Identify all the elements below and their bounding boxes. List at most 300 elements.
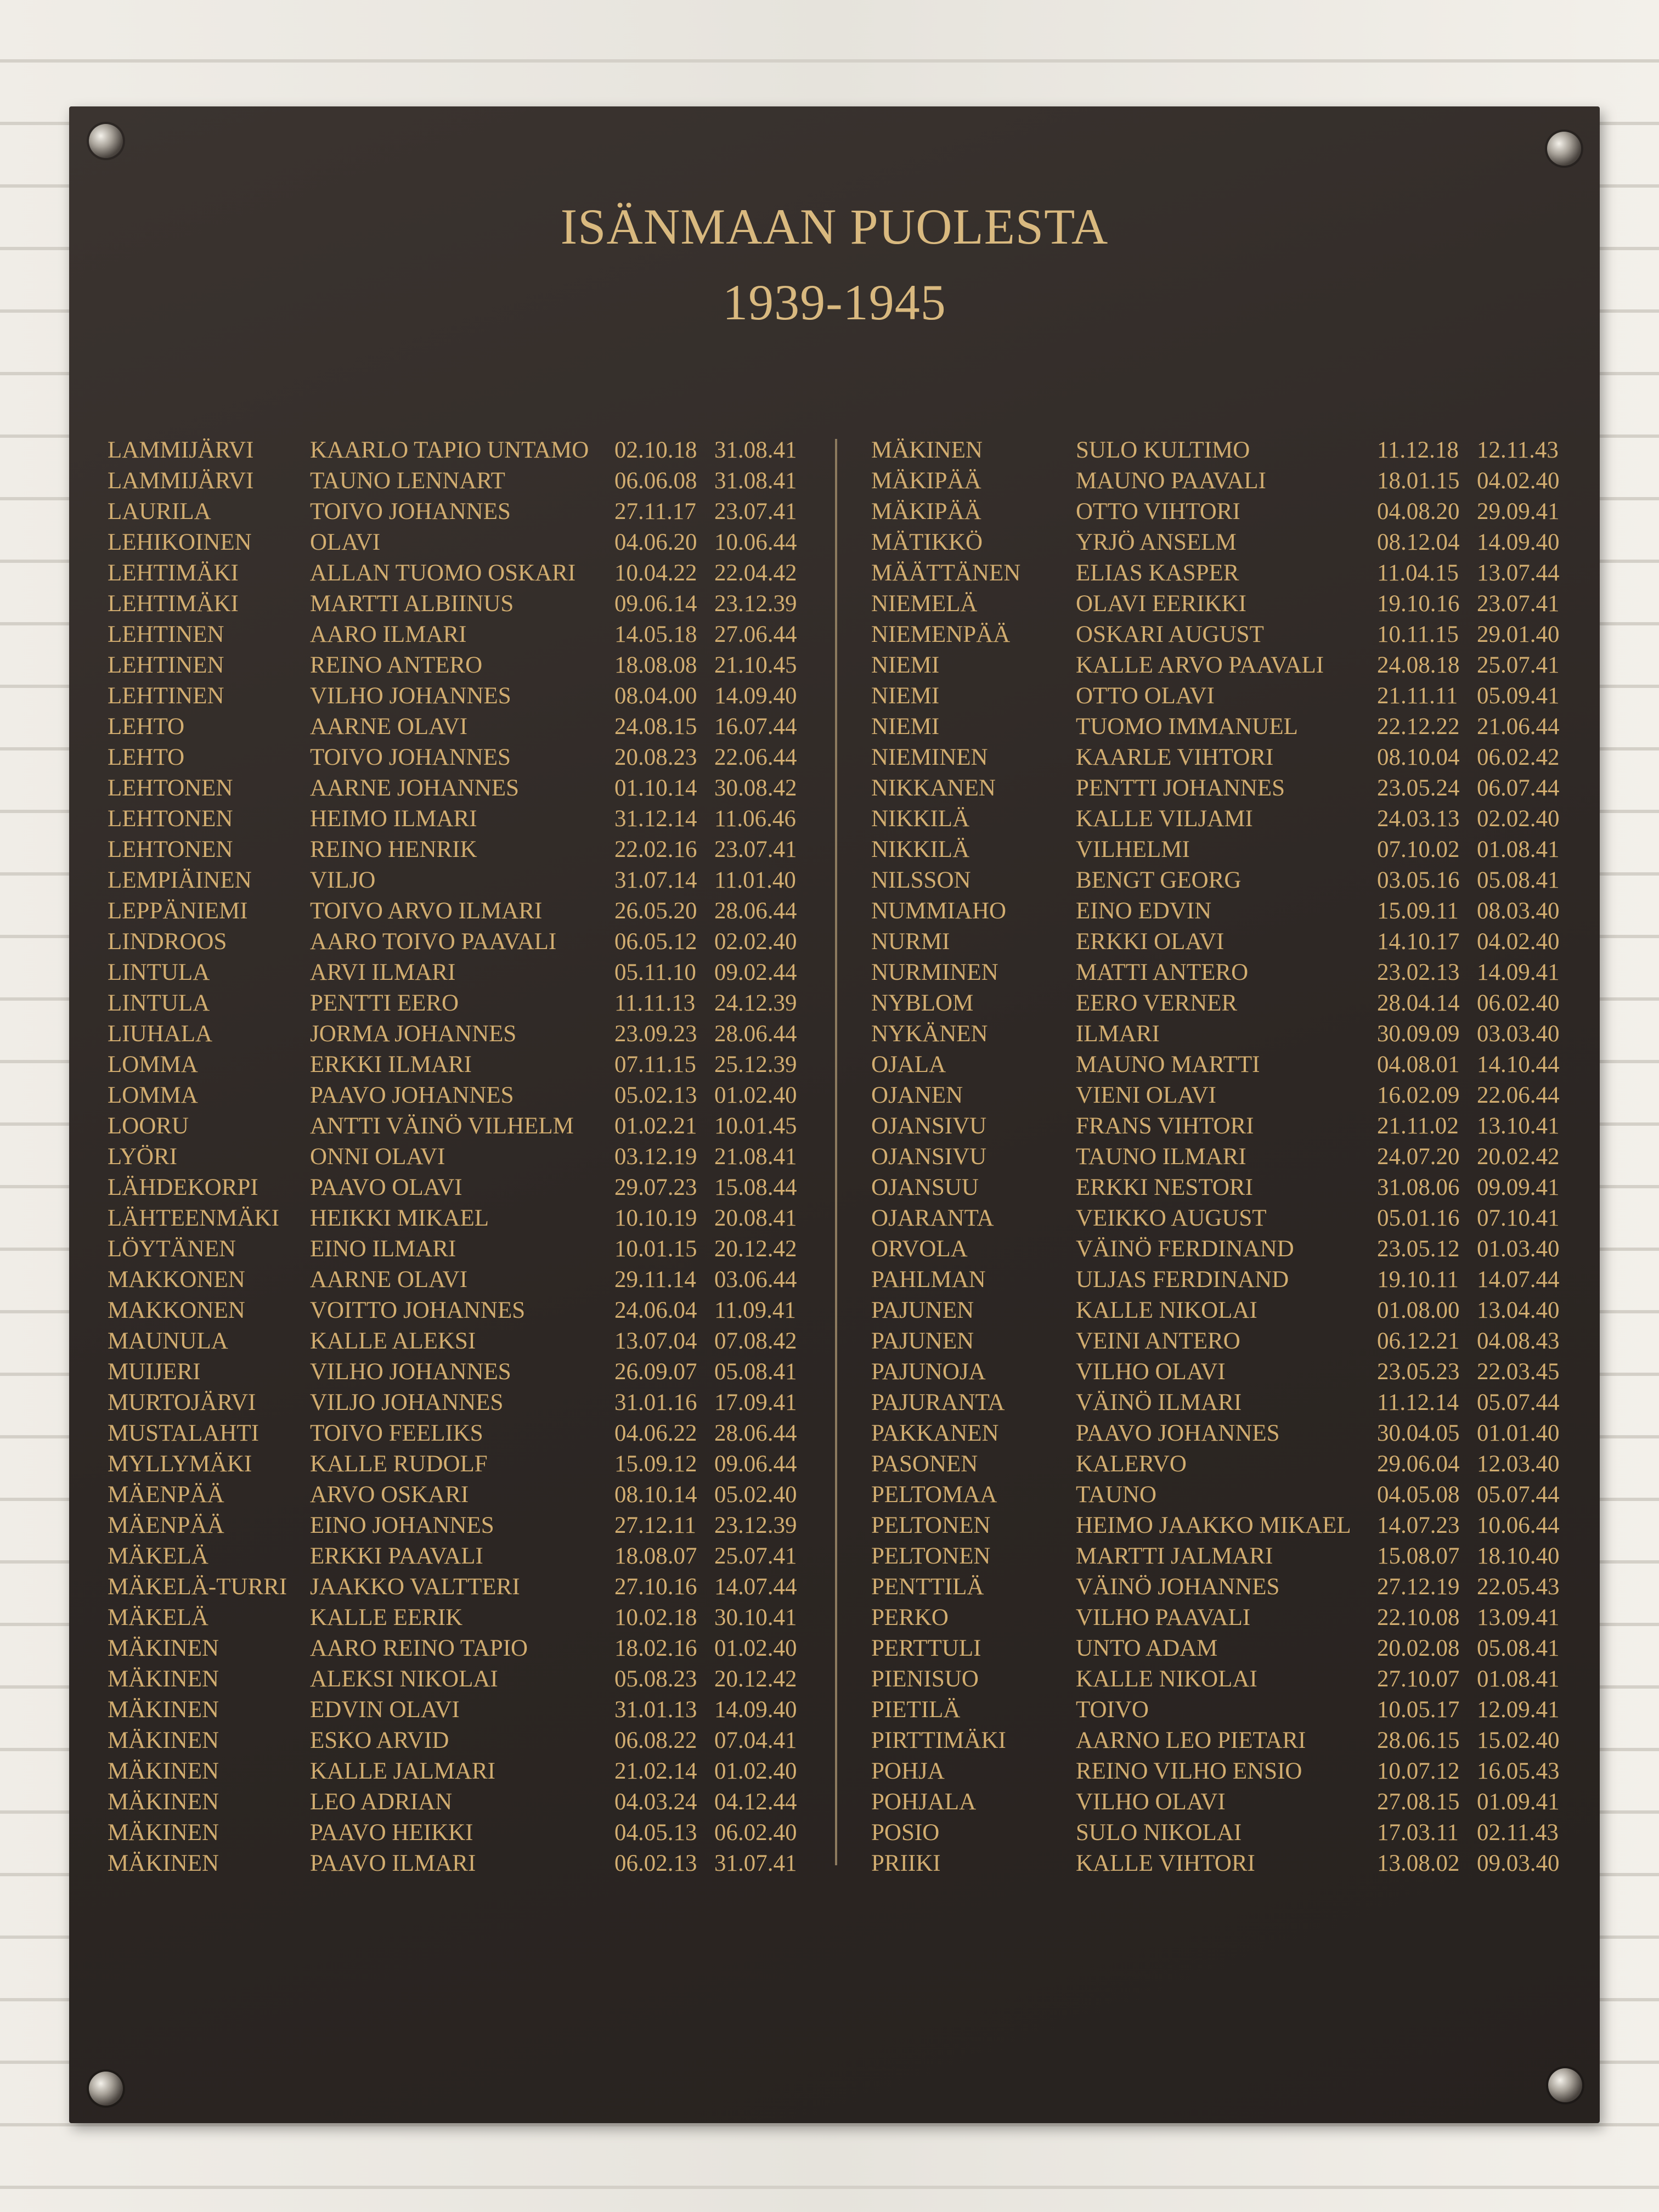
given-names: VEINI ANTERO	[1076, 1328, 1240, 1354]
surname: MÄKINEN	[108, 1789, 219, 1815]
given-names: AARNE JOHANNES	[310, 775, 520, 801]
death-date: 22.06.44	[714, 744, 797, 770]
death-date: 15.08.44	[714, 1175, 797, 1200]
birth-date: 19.10.11	[1377, 1267, 1459, 1293]
plaque-title: ISÄNMAAN PUOLESTA	[560, 199, 1109, 255]
surname: NIEMENPÄÄ	[871, 622, 1011, 647]
surname: PRIIKI	[871, 1850, 941, 1876]
given-names: EDVIN OLAVI	[310, 1697, 460, 1723]
given-names: PAAVO JOHANNES	[1076, 1420, 1280, 1446]
death-date: 12.11.43	[1477, 437, 1559, 463]
name-row	[871, 834, 1579, 865]
name-row	[104, 466, 817, 496]
surname: LEHTO	[108, 714, 185, 740]
surname: MÄKINEN	[871, 437, 983, 463]
birth-date: 31.12.14	[614, 806, 697, 832]
given-names: ARVI ILMARI	[310, 960, 456, 985]
birth-date: 24.08.18	[1377, 652, 1460, 678]
name-row	[104, 1234, 817, 1265]
given-names: HEIKKI MIKAEL	[310, 1205, 489, 1231]
name-row	[104, 1848, 817, 1879]
death-date: 23.07.41	[714, 499, 797, 524]
birth-date: 10.01.15	[614, 1236, 697, 1262]
name-row	[104, 742, 817, 773]
birth-date: 29.11.14	[614, 1267, 696, 1293]
surname: LEHTINEN	[108, 683, 224, 709]
birth-date: 31.08.06	[1377, 1175, 1460, 1200]
birth-date: 07.10.02	[1377, 837, 1460, 862]
death-date: 04.08.43	[1477, 1328, 1560, 1354]
surname: PASONEN	[871, 1451, 978, 1477]
death-date: 20.12.42	[714, 1666, 797, 1692]
birth-date: 08.10.14	[614, 1482, 697, 1508]
birth-date: 20.02.08	[1377, 1635, 1460, 1661]
given-names: VÄINÖ FERDINAND	[1076, 1236, 1294, 1262]
death-date: 14.09.40	[714, 683, 797, 709]
death-date: 14.07.44	[1477, 1267, 1560, 1293]
birth-date: 23.05.24	[1377, 775, 1460, 801]
name-row	[871, 1049, 1579, 1080]
given-names: AARO TOIVO PAAVALI	[310, 929, 557, 955]
given-names: KALLE VIHTORI	[1076, 1850, 1255, 1876]
surname: LAURILA	[108, 499, 211, 524]
birth-date: 23.09.23	[614, 1021, 697, 1047]
surname: LEHTINEN	[108, 652, 224, 678]
name-row	[104, 1357, 817, 1387]
birth-date: 26.05.20	[614, 898, 697, 924]
birth-date: 06.12.21	[1377, 1328, 1460, 1354]
surname: ORVOLA	[871, 1236, 968, 1262]
birth-date: 05.01.16	[1377, 1205, 1460, 1231]
surname: LOMMA	[108, 1052, 198, 1077]
name-row	[104, 435, 817, 466]
surname: MÄENPÄÄ	[108, 1482, 224, 1508]
surname: PAHLMAN	[871, 1267, 986, 1293]
death-date: 31.08.41	[714, 468, 797, 494]
birth-date: 10.10.19	[614, 1205, 697, 1231]
given-names: VILHO OLAVI	[1076, 1359, 1226, 1385]
birth-date: 07.11.15	[614, 1052, 696, 1077]
birth-date: 11.04.15	[1377, 560, 1459, 586]
given-names: HEIMO JAAKKO MIKAEL	[1076, 1513, 1351, 1538]
given-names: KALLE RUDOLF	[310, 1451, 488, 1477]
given-names: LEO ADRIAN	[310, 1789, 453, 1815]
surname: MÄKINEN	[108, 1758, 219, 1784]
birth-date: 01.08.00	[1377, 1297, 1460, 1323]
death-date: 11.01.40	[714, 867, 796, 893]
given-names: KALLE JALMARI	[310, 1758, 495, 1784]
death-date: 01.08.41	[1477, 1666, 1560, 1692]
birth-date: 22.02.16	[614, 837, 697, 862]
birth-date: 27.10.16	[614, 1574, 697, 1600]
birth-date: 18.08.07	[614, 1543, 697, 1569]
surname: MURTOJÄRVI	[108, 1390, 256, 1415]
names-left-column	[104, 435, 817, 1879]
death-date: 22.04.42	[714, 560, 797, 586]
name-row	[871, 1818, 1579, 1848]
death-date: 02.02.40	[714, 929, 797, 955]
birth-date: 11.12.14	[1377, 1390, 1459, 1415]
birth-date: 19.10.16	[1377, 591, 1460, 617]
given-names: TOIVO FEELIKS	[310, 1420, 483, 1446]
given-names: OTTO OLAVI	[1076, 683, 1215, 709]
surname: LEHTINEN	[108, 622, 224, 647]
death-date: 11.09.41	[714, 1297, 796, 1323]
given-names: PAAVO HEIKKI	[310, 1820, 473, 1846]
death-date: 14.10.44	[1477, 1052, 1560, 1077]
surname: MUIJERI	[108, 1359, 201, 1385]
birth-date: 05.08.23	[614, 1666, 697, 1692]
death-date: 01.08.41	[1477, 837, 1560, 862]
name-row	[871, 1265, 1579, 1295]
birth-date: 24.08.15	[614, 714, 697, 740]
name-row	[104, 1326, 817, 1357]
death-date: 20.02.42	[1477, 1144, 1560, 1170]
given-names: ERKKI OLAVI	[1076, 929, 1224, 955]
birth-date: 11.11.13	[614, 990, 696, 1016]
given-names: TAUNO LENNART	[310, 468, 505, 494]
surname: LÄHDEKORPI	[108, 1175, 258, 1200]
birth-date: 05.11.10	[614, 960, 696, 985]
death-date: 21.08.41	[714, 1144, 797, 1170]
given-names: TAUNO ILMARI	[1076, 1144, 1246, 1170]
birth-date: 15.09.11	[1377, 898, 1459, 924]
death-date: 30.10.41	[714, 1605, 797, 1630]
given-names: KAARLE VIHTORI	[1076, 744, 1274, 770]
surname: LYÖRI	[108, 1144, 178, 1170]
surname: NURMINEN	[871, 960, 998, 985]
death-date: 21.10.45	[714, 652, 797, 678]
given-names: ILMARI	[1076, 1021, 1160, 1047]
surname: MAKKONEN	[108, 1267, 245, 1293]
given-names: AARNO LEO PIETARI	[1076, 1728, 1306, 1753]
name-row	[871, 589, 1579, 619]
name-row	[104, 650, 817, 681]
given-names: VILHELMI	[1076, 837, 1190, 862]
surname: PAJUNEN	[871, 1297, 974, 1323]
death-date: 25.12.39	[714, 1052, 797, 1077]
names-right-column	[871, 435, 1579, 1879]
name-row	[104, 865, 817, 896]
surname: MÄKIPÄÄ	[871, 468, 981, 494]
given-names: EINO ILMARI	[310, 1236, 456, 1262]
name-row	[104, 1756, 817, 1787]
death-date: 21.06.44	[1477, 714, 1560, 740]
death-date: 14.09.40	[1477, 529, 1560, 555]
given-names: VILJO	[310, 867, 376, 893]
birth-date: 14.10.17	[1377, 929, 1460, 955]
name-row	[104, 558, 817, 589]
birth-date: 21.11.02	[1377, 1113, 1459, 1139]
given-names: ESKO ARVID	[310, 1728, 449, 1753]
name-row	[871, 1295, 1579, 1326]
name-row	[871, 1080, 1579, 1111]
surname: LAMMIJÄRVI	[108, 437, 254, 463]
name-row	[871, 1111, 1579, 1142]
name-row	[871, 466, 1579, 496]
death-date: 03.03.40	[1477, 1021, 1560, 1047]
birth-date: 16.02.09	[1377, 1082, 1460, 1108]
given-names: ERKKI ILMARI	[310, 1052, 472, 1077]
given-names: EINO EDVIN	[1076, 898, 1212, 924]
surname: LIUHALA	[108, 1021, 213, 1047]
name-row	[104, 496, 817, 527]
death-date: 20.12.42	[714, 1236, 797, 1262]
birth-date: 09.06.14	[614, 591, 697, 617]
birth-date: 10.04.22	[614, 560, 697, 586]
surname: LEHTO	[108, 744, 185, 770]
surname: LEHIKOINEN	[108, 529, 252, 555]
given-names: ERKKI NESTORI	[1076, 1175, 1253, 1200]
birth-date: 27.08.15	[1377, 1789, 1460, 1815]
name-row	[871, 435, 1579, 466]
given-names: PAAVO ILMARI	[310, 1850, 476, 1876]
name-row	[104, 1142, 817, 1172]
given-names: TOIVO	[1076, 1697, 1149, 1723]
death-date: 13.07.44	[1477, 560, 1560, 586]
given-names: YRJÖ ANSELM	[1076, 529, 1237, 555]
death-date: 01.02.40	[714, 1758, 797, 1784]
name-row	[871, 1203, 1579, 1234]
given-names: AARO REINO TAPIO	[310, 1635, 528, 1661]
birth-date: 01.02.21	[614, 1113, 697, 1139]
given-names: VILHO JOHANNES	[310, 683, 511, 709]
death-date: 23.12.39	[714, 1513, 797, 1538]
death-date: 13.09.41	[1477, 1605, 1560, 1630]
name-row	[104, 1602, 817, 1633]
given-names: VILHO OLAVI	[1076, 1789, 1226, 1815]
death-date: 18.10.40	[1477, 1543, 1560, 1569]
given-names: TOIVO JOHANNES	[310, 499, 511, 524]
death-date: 06.02.40	[1477, 990, 1560, 1016]
surname: PERTTULI	[871, 1635, 981, 1661]
name-row	[104, 1695, 817, 1725]
surname: NIKKILÄ	[871, 837, 970, 862]
surname: PELTOMAA	[871, 1482, 997, 1508]
name-row	[104, 896, 817, 927]
birth-date: 26.09.07	[614, 1359, 697, 1385]
death-date: 13.10.41	[1477, 1113, 1560, 1139]
death-date: 16.05.43	[1477, 1758, 1560, 1784]
birth-date: 04.06.22	[614, 1420, 697, 1446]
given-names: ALLAN TUOMO OSKARI	[310, 560, 576, 586]
given-names: MATTI ANTERO	[1076, 960, 1249, 985]
death-date: 10.01.45	[714, 1113, 797, 1139]
name-row	[871, 1787, 1579, 1818]
given-names: AARO ILMARI	[310, 622, 467, 647]
name-row	[871, 1418, 1579, 1449]
death-date: 24.12.39	[714, 990, 797, 1016]
birth-date: 10.05.17	[1377, 1697, 1460, 1723]
death-date: 05.07.44	[1477, 1482, 1560, 1508]
death-date: 01.03.40	[1477, 1236, 1560, 1262]
given-names: PENTTI EERO	[310, 990, 459, 1016]
given-names: VÄINÖ ILMARI	[1076, 1390, 1242, 1415]
birth-date: 02.10.18	[614, 437, 697, 463]
birth-date: 10.11.15	[1377, 622, 1459, 647]
surname: MÄKIPÄÄ	[871, 499, 981, 524]
birth-date: 17.03.11	[1377, 1820, 1459, 1846]
name-row	[104, 619, 817, 650]
death-date: 23.07.41	[714, 837, 797, 862]
surname: LEHTONEN	[108, 775, 233, 801]
birth-date: 30.04.05	[1377, 1420, 1460, 1446]
name-row	[871, 1572, 1579, 1602]
surname: POHJALA	[871, 1789, 977, 1815]
name-row	[104, 1203, 817, 1234]
surname: NYKÄNEN	[871, 1021, 988, 1047]
surname: LEHTIMÄKI	[108, 560, 239, 586]
death-date: 10.06.44	[1477, 1513, 1560, 1538]
death-date: 13.04.40	[1477, 1297, 1560, 1323]
birth-date: 28.06.15	[1377, 1728, 1460, 1753]
name-row	[871, 1633, 1579, 1664]
name-row	[104, 1480, 817, 1510]
death-date: 02.11.43	[1477, 1820, 1559, 1846]
given-names: TAUNO	[1076, 1482, 1157, 1508]
given-names: SULO KULTIMO	[1076, 437, 1250, 463]
birth-date: 27.10.07	[1377, 1666, 1460, 1692]
death-date: 05.07.44	[1477, 1390, 1560, 1415]
surname: PENTTILÄ	[871, 1574, 984, 1600]
surname: MÄENPÄÄ	[108, 1513, 224, 1538]
given-names: MAUNO PAAVALI	[1076, 468, 1266, 494]
surname: NUMMIAHO	[871, 898, 1007, 924]
birth-date: 27.11.17	[614, 499, 696, 524]
given-names: ELIAS KASPER	[1076, 560, 1239, 586]
surname: NIEMELÄ	[871, 591, 978, 617]
surname: LINDROOS	[108, 929, 227, 955]
surname: LEHTIMÄKI	[108, 591, 239, 617]
name-row	[871, 1449, 1579, 1480]
name-row	[871, 927, 1579, 957]
death-date: 03.06.44	[714, 1267, 797, 1293]
birth-date: 04.08.20	[1377, 499, 1460, 524]
surname: MÄKINEN	[108, 1666, 219, 1692]
death-date: 05.08.41	[1477, 867, 1560, 893]
birth-date: 29.06.04	[1377, 1451, 1460, 1477]
given-names: KALLE NIKOLAI	[1076, 1297, 1257, 1323]
surname: LÄHTEENMÄKI	[108, 1205, 279, 1231]
birth-date: 27.12.11	[614, 1513, 696, 1538]
death-date: 27.06.44	[714, 622, 797, 647]
name-row	[871, 558, 1579, 589]
birth-date: 01.10.14	[614, 775, 697, 801]
surname: NILSSON	[871, 867, 971, 893]
death-date: 05.08.41	[714, 1359, 797, 1385]
name-row	[104, 773, 817, 804]
given-names: VOITTO JOHANNES	[310, 1297, 526, 1323]
birth-date: 18.01.15	[1377, 468, 1460, 494]
surname: LEPPÄNIEMI	[108, 898, 248, 924]
death-date: 07.04.41	[714, 1728, 797, 1753]
given-names: VEIKKO AUGUST	[1076, 1205, 1267, 1231]
given-names: AARNE OLAVI	[310, 1267, 468, 1293]
surname: NIEMINEN	[871, 744, 988, 770]
death-date: 29.09.41	[1477, 499, 1560, 524]
name-row	[104, 1818, 817, 1848]
given-names: JORMA JOHANNES	[310, 1021, 517, 1047]
death-date: 23.12.39	[714, 591, 797, 617]
given-names: REINO ANTERO	[310, 652, 483, 678]
death-date: 12.03.40	[1477, 1451, 1560, 1477]
surname: MÄÄTTÄNEN	[871, 560, 1021, 586]
surname: LEHTONEN	[108, 806, 233, 832]
surname: PAJUNOJA	[871, 1359, 986, 1385]
surname: OJANSUU	[871, 1175, 979, 1200]
surname: PERKO	[871, 1605, 949, 1630]
death-date: 01.02.40	[714, 1635, 797, 1661]
surname: LOMMA	[108, 1082, 198, 1108]
surname: MÄKINEN	[108, 1850, 219, 1876]
given-names: ULJAS FERDINAND	[1076, 1267, 1289, 1293]
death-date: 22.05.43	[1477, 1574, 1560, 1600]
given-names: KALLE ARVO PAAVALI	[1076, 652, 1324, 678]
birth-date: 04.06.20	[614, 529, 697, 555]
given-names: OTTO VIHTORI	[1076, 499, 1240, 524]
name-row	[104, 804, 817, 834]
given-names: OSKARI AUGUST	[1076, 622, 1264, 647]
given-names: KALLE VILJAMI	[1076, 806, 1253, 832]
given-names: MARTTI ALBIINUS	[310, 591, 514, 617]
name-row	[104, 1449, 817, 1480]
surname: OJANSIVU	[871, 1144, 987, 1170]
name-row	[104, 1172, 817, 1203]
name-row	[871, 527, 1579, 558]
surname: NYBLOM	[871, 990, 974, 1016]
surname: MÄKELÄ	[108, 1543, 208, 1569]
given-names: MAUNO MARTTI	[1076, 1052, 1260, 1077]
name-row	[871, 650, 1579, 681]
birth-date: 31.01.16	[614, 1390, 697, 1415]
name-row	[871, 1326, 1579, 1357]
birth-date: 04.05.08	[1377, 1482, 1460, 1508]
given-names: ONNI OLAVI	[310, 1144, 445, 1170]
birth-date: 03.05.16	[1377, 867, 1460, 893]
surname: POHJA	[871, 1758, 945, 1784]
name-row	[104, 1418, 817, 1449]
screw-top-left	[89, 124, 123, 158]
name-row	[104, 927, 817, 957]
death-date: 07.10.41	[1477, 1205, 1560, 1231]
name-row	[104, 988, 817, 1019]
name-row	[871, 988, 1579, 1019]
death-date: 20.08.41	[714, 1205, 797, 1231]
given-names: ERKKI PAAVALI	[310, 1543, 483, 1569]
surname: MÄKELÄ-TURRI	[108, 1574, 287, 1600]
birth-date: 30.09.09	[1377, 1021, 1460, 1047]
death-date: 05.02.40	[714, 1482, 797, 1508]
name-row	[871, 681, 1579, 712]
name-row	[104, 1080, 817, 1111]
name-row	[871, 1510, 1579, 1541]
death-date: 04.02.40	[1477, 929, 1560, 955]
surname: PAJURANTA	[871, 1390, 1005, 1415]
name-row	[104, 1265, 817, 1295]
surname: NIKKANEN	[871, 775, 996, 801]
birth-date: 08.10.04	[1377, 744, 1460, 770]
given-names: KAARLO TAPIO UNTAMO	[310, 437, 589, 463]
name-row	[871, 619, 1579, 650]
name-row	[871, 1234, 1579, 1265]
birth-date: 15.08.07	[1377, 1543, 1460, 1569]
birth-date: 03.12.19	[614, 1144, 697, 1170]
given-names: BENGT GEORG	[1076, 867, 1242, 893]
death-date: 02.02.40	[1477, 806, 1560, 832]
surname: OJANSIVU	[871, 1113, 987, 1139]
given-names: EERO VERNER	[1076, 990, 1238, 1016]
surname: NIEMI	[871, 683, 940, 709]
